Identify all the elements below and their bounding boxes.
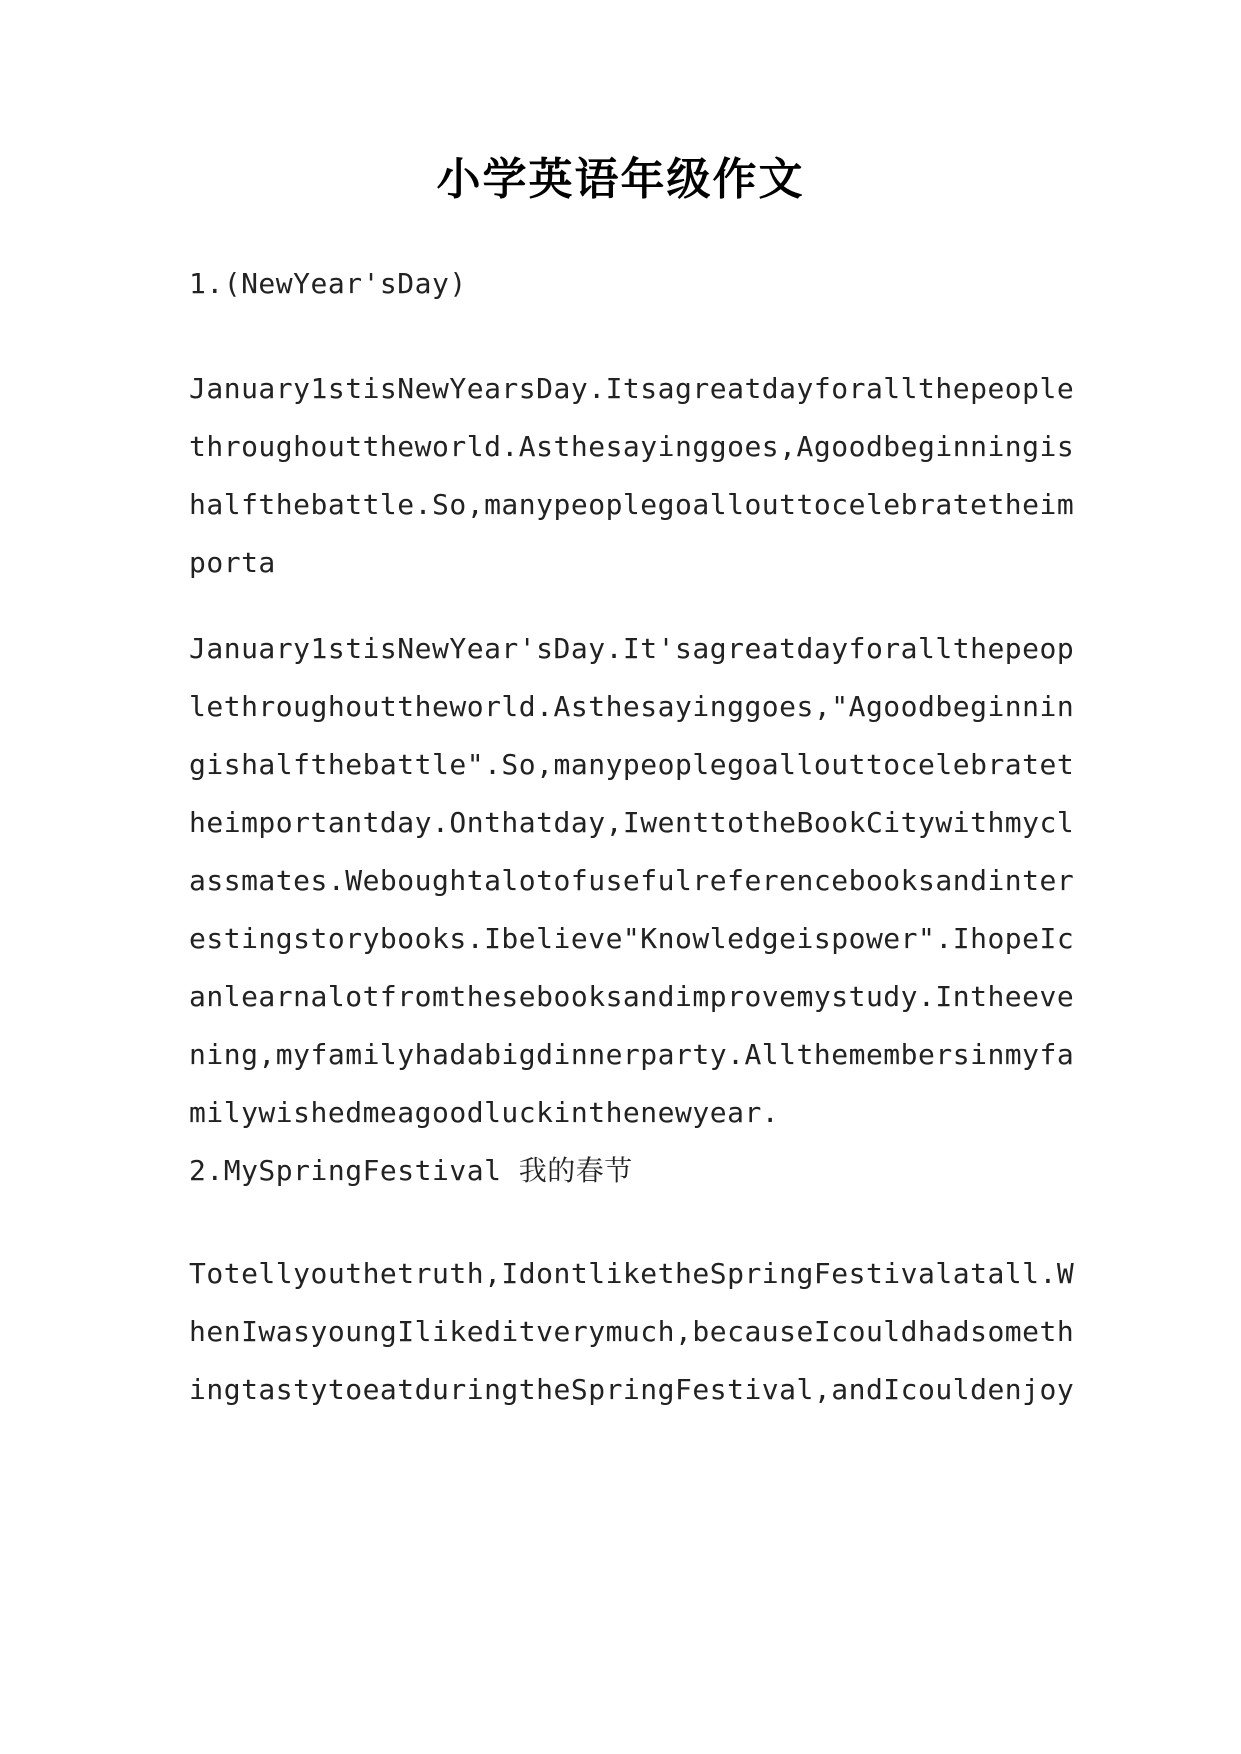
paragraph-line: estingstorybooks.Ibelieve"Knowledgeispower".IhopeIc bbox=[189, 922, 1075, 955]
paragraph-line: assmates.Weboughtalotofusefulreferencebooksandinter bbox=[189, 864, 1075, 897]
paragraph-line: heimportantday.Onthatday,IwenttotheBookCitywithmycl bbox=[189, 806, 1075, 839]
paragraph-line: Totellyouthetruth,IdontliketheSpringFestivalatall.W bbox=[189, 1257, 1075, 1290]
paragraph-line: throughouttheworld.Asthesayinggoes,Agoodbeginningis bbox=[189, 430, 1075, 463]
paragraph-1 bbox=[189, 360, 1075, 592]
paragraph-line: anlearnalotfromthesebooksandimprovemystudy.Intheeve bbox=[189, 980, 1075, 1013]
paragraph-line: ning,myfamilyhadabigdinnerparty.Allthemembersinmyfa bbox=[189, 1038, 1075, 1071]
document-title: 小学英语年级作文 bbox=[436, 154, 805, 205]
paragraph-line: January1stisNewYearsDay.Itsagreatdayforallthepeople bbox=[189, 372, 1075, 405]
paragraph-line: gishalfthebattle".So,manypeoplegoallouttocelebratet bbox=[189, 748, 1075, 781]
paragraph-line: porta bbox=[189, 546, 276, 579]
paragraph-line: milywishedmeagoodluckinthenewyear. bbox=[189, 1096, 780, 1129]
paragraph-line: lethroughouttheworld.Asthesayinggoes,"Agoodbeginnin bbox=[189, 690, 1075, 723]
section-heading-2 bbox=[189, 1142, 1049, 1200]
heading-line: 2.MySpringFestival 我的春节 bbox=[189, 1154, 633, 1187]
heading-line: 1.(NewYear'sDay) bbox=[189, 267, 467, 300]
section-heading-1 bbox=[189, 255, 1049, 313]
paragraph-line: henIwasyoungIlikeditverymuch,becauseIcouldhadsometh bbox=[189, 1315, 1075, 1348]
paragraph-3 bbox=[189, 1245, 1075, 1419]
paragraph-line: ingtastytoeatduringtheSpringFestival,andIcouldenjoy bbox=[189, 1373, 1075, 1406]
paragraph-line: January1stisNewYear'sDay.It'sagreatdayforallthepeop bbox=[189, 632, 1075, 665]
paragraph-line: halfthebattle.So,manypeoplegoallouttocelebratetheim bbox=[189, 488, 1075, 521]
paragraph-2 bbox=[189, 620, 1075, 1142]
